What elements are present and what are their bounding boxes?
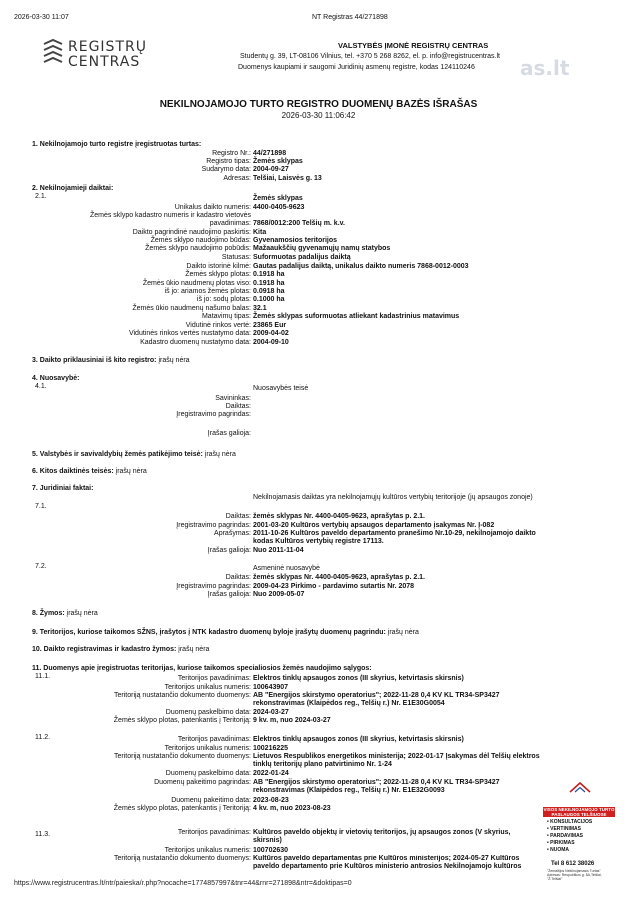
s2-value: 2004-09-10 (253, 339, 289, 346)
s4-head: Nuosavybės teisė (253, 385, 309, 392)
s2-value: 32.1 (253, 305, 267, 312)
s11-1-label: Teritoriją nustatančio dokumento duomenys: (114, 692, 251, 699)
section-10-label: 10. Daikto registravimas ir kadastro žymos: (32, 646, 177, 653)
logo-wordmark (68, 40, 147, 70)
org-name: VALSTYBĖS ĮMONĖ REGISTRŲ CENTRAS (338, 41, 489, 50)
s1-label: Sudarymo data: (201, 166, 251, 173)
s2-label: iš jo: sodų plotas: (196, 296, 251, 303)
s2-value: Suformuotas padalijus daiktą (253, 254, 351, 261)
section-6-label: 6. Kitos daiktinės teisės: (32, 468, 114, 475)
s2-value: Mažaaukščių gyvenamųjų namų statybos (253, 245, 391, 252)
s4-label: Įregistravimo pagrindas: (176, 411, 251, 418)
watermark: as.lt (520, 56, 570, 80)
s11-2-value: 2022-01-24 (253, 770, 289, 777)
s1-label: Registro tipas: (206, 158, 251, 165)
s2-label: Daikto pagrindinė naudojimo paskirtis: (132, 229, 251, 236)
s11-1-label: Žemės sklypo plotas, patenkantis į Teritoriją: (113, 717, 251, 724)
s2-value: 2009-04-02 (253, 330, 289, 337)
ad-footer: "Žemaitijos Nekilnojamasis Turtas" Adresas: Respublikos g. 5A,Telšiai, "Ž.Telšiai" (547, 869, 602, 881)
s11-2-value: Lietuvos Respublikos energetikos ministerija; 2022-01-17 Įsakymas dėl Telšių elektros tinklų teritorijų plano patvirtinimo Nr. 1-24 (253, 753, 540, 768)
org-address: Studentų g. 39, LT-08106 Vilnius, tel. +370 5 268 8262, el. p. info@registrucentras.lt (240, 53, 500, 60)
section-10-value: įrašų nėra (178, 646, 210, 653)
section-11-2-number: 11.2. (35, 734, 51, 741)
s7-2-value: žemės sklypas Nr. 4400-0405-9623, aprašytas p. 2.1. (253, 574, 426, 581)
section-8-label: 8. Žymos: (32, 610, 65, 617)
s2-label: Vidutinės rinkos vertės nustatymo data: (128, 330, 251, 337)
s2-label: Žemės sklypo naudojimo būdas: (150, 237, 251, 244)
s2-label: Vidutinė rinkos vertė: (185, 322, 251, 329)
s11-2-label: Teritorijos unikalus numeris: (164, 745, 251, 752)
s2-label: Žemės ūkio naudmenų našumo balas: (132, 305, 251, 312)
s2-label: Žemės sklypo kadastro numeris ir kadastro vietovės (89, 212, 251, 219)
section-3-title (32, 357, 190, 365)
s7-1-value: 2011-10-26 Kultūros paveldo departamento pranešimo Nr.10-29, nekilnojamojo daikto kodas Kultūros vertybių registre 17113. (253, 530, 536, 545)
section-2-1-number: 2.1. (35, 193, 47, 200)
print-url[interactable]: https://www.registrucentras.lt/ntr/paieska/r.php?nocache=1774857997&tnr=44&rnr=271898&ntr=&doktipas=0 (14, 880, 352, 887)
s7-1-head: Nekilnojamasis daiktas yra nekilnojamųjų kultūros vertybių teritorijoje (jų apsaugos zonoje) (253, 494, 533, 501)
s7-1-value: žemės sklypas Nr. 4400-0405-9623, aprašytas p. 2.1. (253, 513, 426, 520)
s7-1-label: Įrašas galioja: (207, 547, 251, 554)
s2-label: Unikalus daikto numeris: (174, 204, 251, 211)
s11-2-value: AB "Energijos skirstymo operatorius"; 2022-11-28 0,4 KV KL TR34-SP3427 rekonstravimas (Klaipėdos reg., Telšių r.) Nr. E1E32G0093 (253, 779, 500, 794)
real-estate-ad[interactable] (543, 779, 615, 897)
section-5-label: 5. Valstybės ir savivaldybių žemės patikėjimo teisė: (32, 451, 203, 458)
section-6-title (32, 468, 147, 476)
ad-service-label: VERTINIMAS (550, 826, 581, 832)
section-9-label: 9. Teritorijos, kuriose taikomos SŽNS, įrašytos į NTK kadastro duomenų byloje įrašytų duomenų pagrindu: (32, 629, 386, 636)
s11-1-value: Elektros tinklų apsaugos zonos (III skyrius, ketvirtasis skirsnis) (253, 675, 464, 682)
s7-1-value: Nuo 2011-11-04 (253, 547, 304, 554)
org-note: Duomenys kaupiami ir saugomi Juridinių asmenų registre, kodas 124110246 (238, 64, 475, 71)
logo-line2: CENTRAS (68, 54, 141, 70)
ad-banner: VISOS NEKILNOJAMOJO TURTO PASLAUGOS TELŠIUOSE (543, 807, 615, 817)
section-11-1-number: 11.1. (35, 673, 51, 680)
section-1-title: 1. Nekilnojamojo turto registre įregistruotas turtas: (32, 141, 202, 148)
s11-2-label: Teritorijos pavadinimas: (177, 736, 251, 743)
ad-service-item: • NUOMA (547, 847, 570, 853)
s1-value: Žemės sklypas (253, 158, 303, 165)
s2-label: Žemės sklypo plotas: (185, 271, 251, 278)
s11-2-label: Duomenų pakeitimo pagrindas: (154, 779, 251, 786)
s2-value: 0.1918 ha (253, 280, 285, 287)
section-10-title (32, 646, 209, 654)
s1-value: 2004-09-27 (253, 166, 289, 173)
s2-value: 7868/0012:200 Telšių m. k.v. (253, 220, 345, 227)
s2-label: iš jo: ariamos žemės plotas: (164, 288, 251, 295)
ad-service-label: PARDAVIMAS (550, 833, 584, 839)
section-9-value: įrašų nėra (387, 629, 419, 636)
s1-label: Adresas: (223, 175, 251, 182)
section-7-title: 7. Juridiniai faktai: (32, 485, 94, 492)
s2-label: Žemės ūkio naudmenų plotas viso: (142, 280, 251, 287)
s11-2-value: 4 kv. m, nuo 2023-08-23 (253, 805, 331, 812)
s11-3-label: Teritorijos pavadinimas: (177, 829, 251, 836)
s2-label: Statusas: (221, 254, 251, 261)
s2-value: Žemės sklypas suformuotas atliekant kadastrinius matavimus (253, 313, 460, 320)
s2-value: Kita (253, 229, 267, 236)
s1-label: Registro Nr.: (212, 150, 251, 157)
section-11-title: 11. Duomenys apie įregistruotas teritorijas, kuriose taikomos specialiosios žemės naudojimo sąlygos: (32, 665, 372, 672)
s7-2-value: Nuo 2009-05-07 (253, 591, 305, 598)
s11-2-label: Teritoriją nustatančio dokumento duomenys: (114, 753, 251, 760)
s11-1-label: Duomenų paskelbimo data: (165, 709, 251, 716)
s4-label: Savininkas: (215, 395, 251, 402)
s2-label: Matavimų tipas: (201, 313, 251, 320)
s2-value: 0.0918 ha (253, 288, 285, 295)
ad-service-item: • PIRKIMAS (547, 840, 575, 846)
s7-2-label: Įregistravimo pagrindas: (176, 583, 251, 590)
s1-value: Telšiai, Laisvės g. 13 (253, 175, 322, 182)
section-9-title (32, 629, 419, 637)
s7-2-label: Daiktas: (225, 574, 251, 581)
section-8-title (32, 610, 98, 618)
section-8-value: įrašų nėra (66, 610, 98, 617)
s2-value: Gyvenamosios teritorijos (253, 237, 338, 244)
s11-1-value: 2024-03-27 (253, 709, 289, 716)
s11-2-value: Elektros tinklų apsaugos zonos (III skyrius, ketvirtasis skirsnis) (253, 736, 464, 743)
s7-2-value: 2009-04-23 Pirkimo - pardavimo sutartis Nr. 2078 (253, 583, 415, 590)
section-7-1-number: 7.1. (35, 503, 47, 510)
ad-service-label: PIRKIMAS (550, 840, 575, 846)
ad-service-label: KONSULTACIJOS (550, 819, 593, 825)
print-timestamp: 2026-03-30 11:07 (14, 14, 69, 21)
s2-value: 23865 Eur (253, 322, 287, 329)
s11-3-label: Teritoriją nustatančio dokumento duomenys: (114, 855, 251, 862)
registru-centras-logo-icon (40, 38, 66, 68)
s1-value: 44/271898 (253, 150, 287, 157)
s7-1-label: Aprašymas: (214, 530, 251, 537)
s11-3-value: 100702630 (253, 847, 289, 854)
s11-1-value: AB "Energijos skirstymo operatorius"; 2022-11-28 0,4 KV KL TR34-SP3427 rekonstravimas (Klaipėdos reg., Telšių r.) Nr. E1E30G0054 (253, 692, 500, 707)
s4-label: Daiktas: (225, 403, 251, 410)
s11-3-value: Kultūros paveldo departamentas prie Kultūros ministerijos; 2024-05-27 Kultūros paveldo departamento prie Kultūros ministerio antrosios Nekilnojamojo kultūros (253, 855, 522, 870)
section-5-value: įrašų nėra (204, 451, 236, 458)
ad-service-label: NUOMA (550, 847, 570, 853)
s11-2-value: 2023-08-23 (253, 797, 289, 804)
s11-1-value: 9 kv. m, nuo 2024-03-27 (253, 717, 331, 724)
s2-label: Daikto istorinė kilmė: (186, 263, 251, 270)
s11-2-label: Duomenų paskelbimo data: (165, 770, 251, 777)
s11-3-value: Kultūros paveldo objektų ir vietovių teritorijos, jų apsaugos zonos (V skyrius, skirsnis) (253, 829, 511, 844)
s11-1-label: Teritorijos unikalus numeris: (164, 684, 251, 691)
s2-label: pavadinimas: (209, 220, 251, 227)
section-3-label: 3. Daikto priklausiniai iš kito registro: (32, 357, 157, 364)
s2-value: 0.1918 ha (253, 271, 285, 278)
s4-label: Įrašas galioja: (207, 430, 251, 437)
s11-2-label: Duomenų pakeitimo data: (171, 797, 251, 804)
section-2-title: 2. Nekilnojamieji daiktai: (32, 185, 114, 192)
section-11-3-number: 11.3. (35, 831, 51, 838)
s11-1-label: Teritorijos pavadinimas: (177, 675, 251, 682)
section-6-value: įrašų nėra (115, 468, 147, 475)
s2-head: Žemės sklypas (253, 195, 303, 202)
s2-value: Gautas padalijus daiktą, unikalus daikto numeris 7868-0012-0003 (253, 263, 469, 270)
ad-services-list (547, 819, 592, 854)
s11-3-label: Teritorijos unikalus numeris: (164, 847, 251, 854)
s11-1-value: 100643907 (253, 684, 289, 691)
ad-service-item: • PARDAVIMAS (547, 833, 584, 839)
s2-label: Kadastro duomenų nustatymo data: (140, 339, 251, 346)
s7-1-label: Įregistravimo pagrindas: (176, 522, 251, 529)
section-3-value: įrašų nėra (158, 357, 190, 364)
s2-value: 0.1000 ha (253, 296, 285, 303)
logo-line1: REGISTRŲ (68, 39, 147, 55)
section-5-title (32, 451, 236, 459)
s2-label: Žemės sklypo naudojimo pobūdis: (145, 245, 251, 252)
ad-service-item: • VERTINIMAS (547, 826, 581, 832)
document-date: 2026-03-30 11:06:42 (281, 111, 356, 120)
s11-2-label: Žemės sklypo plotas, patenkantis į Teritoriją: (113, 805, 251, 812)
ad-phone[interactable]: Tel 8 612 38026 (551, 861, 595, 867)
s7-2-label: Įrašas galioja: (207, 591, 251, 598)
ad-service-item: • KONSULTACIJOS (547, 819, 593, 825)
section-4-title: 4. Nuosavybė: (32, 375, 80, 382)
document-title: NEKILNOJAMOJO TURTO REGISTRO DUOMENŲ BAZĖS IŠRAŠAS (159, 99, 478, 110)
section-4-1-number: 4.1. (35, 383, 47, 390)
s2-value: 4400-0405-9623 (253, 204, 305, 211)
print-page-title: NT Registras 44/271898 (312, 14, 388, 21)
s7-2-head: Asmeninė nuosavybė (253, 565, 320, 572)
s7-1-value: 2001-03-20 Kultūros vertybių apsaugos departamento įsakymas Nr. Į-082 (253, 522, 495, 529)
section-7-2-number: 7.2. (35, 563, 47, 570)
s7-1-label: Daiktas: (225, 513, 251, 520)
house-roof-icon (569, 781, 591, 793)
s11-2-value: 100216225 (253, 745, 289, 752)
